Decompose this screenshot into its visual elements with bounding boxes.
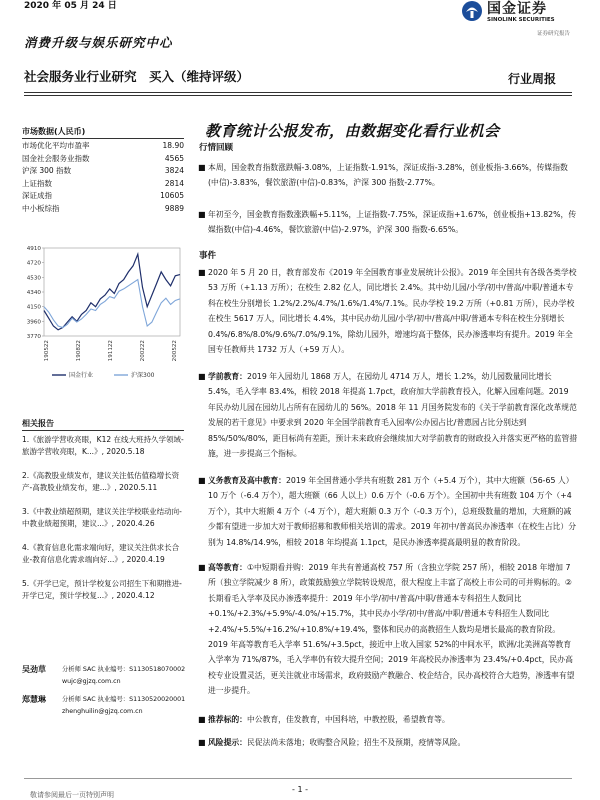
related-report-item[interactable]: 3.《中教业绩超预期，建议关注学校联业结动向-中教业绩超预期，建议...》, 2020.4.26	[22, 507, 182, 528]
bullet-icon: ■	[198, 715, 206, 724]
header-rule-thin	[24, 95, 572, 96]
bullet-icon: ■	[198, 163, 206, 172]
series-line	[44, 280, 180, 328]
x-tick-label: 190822	[76, 340, 82, 362]
higher-ed-paragraph: ■ 高等教育：①中短期看并购：2019 年共有普通高校 757 所（含独立学院 257 所），相较 2018 年增加 7 所（独立学院减少 8 所），政策鼓励独立学院转设规范，很大程度上丰富了高校上市公司的可并购标的。②长期看毛入学率及民办渗透率提升：2019 年小学/初中/普高/中职/普通本专科招生人数同比+0.1%/+2.3%/+5.9%/-4.0%/+15.7%，其中民办小学/初中/普高/中职/普通本专科招生人数同比+2.4%/+5.5%/+16.2%/+10.8%/+19.4%，整体和民办的高教招生人数均是增长最高的教育阶段。2019 年高等教育毛入学率 51.6%/+3.5pct，接近中上收入国家 52%的中间水平，欧洲/北美洲高等教育入学率为 71%/87%，毛入学率仍有较大提升空间；2019 年高校民办渗透率为 23.4%/+0.4pct，民办高校专业设置灵活，更关注就业市场需求，政府鼓励产教融合、校企结合，民办高校符合大趋势，渗透率有望进一步提升。	[208, 560, 578, 699]
analyst-license: 分析师 SAC 执业编号：S1130520020001	[62, 696, 186, 703]
related-reports-heading: 相关报告	[22, 419, 54, 428]
market-row: 沪深 300 指数 3824	[22, 166, 184, 176]
legend-label: 沪深300	[131, 372, 155, 379]
report-type: 行业周报	[508, 72, 557, 86]
research-center: 消费升级与娱乐研究中心	[24, 35, 173, 50]
header-rule-thick	[24, 92, 572, 93]
related-report-item[interactable]: 5.《开学已定，预计学校复公司招生下和期推进-开学已定，预计学校复...》, 2020.4.12	[22, 579, 182, 600]
section-event-heading: 事件	[199, 251, 217, 261]
x-tick-label: 200222	[140, 340, 146, 362]
related-report-item[interactable]: 1.《旅游学营收亮眼，K12 在线大班持久学领域-旅游学营收亮眼，K...》, 2020.5.18	[22, 435, 184, 456]
y-tick-label: 3960	[26, 319, 41, 326]
related-rule	[22, 430, 184, 431]
x-tick-label: 190522	[44, 340, 50, 362]
section-review-heading: 行情回顾	[199, 143, 234, 153]
compulsory-paragraph: ■ 义务教育及高中教育：2019 年全国普通小学共有班数 281 万个（+5.4 万个），其中大班额（56-65 人）10 万个（-6.4 万个），超大班额（66 人以上）0.6 万个（-0.6 万个）。全国初中共有班数 104 万个（+4 万个），其中大班额 4 万个（-4 万个），超大班额 0.3 万个（-0.3 万个），总班级数量的增加，大班额的减少都有望进一步加大对于教师招募和教师相关培训的需求。2019 年初中/普高民办渗透率（在校生占比）分别为 14.8%/14.9%，相较 2018 年均提高 1.1pct，是民办渗透率提高最明显的教育阶段。	[208, 473, 578, 550]
analyst-name: 郑慧琳	[22, 695, 46, 704]
market-row: 中小板综指 9889	[22, 204, 184, 213]
footer-disclaimer: 敬请参阅最后一页特别声明	[30, 791, 114, 799]
brand-logo	[461, 0, 571, 30]
market-rule	[22, 138, 184, 139]
logo-mark-icon	[461, 0, 483, 22]
logo-text-cn: 国金证券	[487, 1, 547, 17]
risk-paragraph: ■ 风险提示：民促法尚未落地；收购整合风险；招生不及预期，疫情等风险。	[208, 735, 578, 750]
footer-rule	[24, 778, 572, 779]
y-tick-label: 4720	[26, 260, 41, 267]
legend-label: 国金行业	[69, 372, 94, 379]
bullet-icon: ■	[198, 476, 206, 485]
event-paragraph: ■ 2020 年 5 月 20 日，教育部发布《2019 年全国教育事业发展统计公报》。2019 年全国共有各级各类学校 53 万所（+1.13 万所）；在校生 2.82 亿人，同比增长 2.4%。其中幼儿园/小学/初中/普高/中职/普通本专科在校生分别增长 1.2%/2.2%/4.7%/1.6%/1.4%/7.1%。民办学校 19.2 万所（+0.81 万所），民办学校在校生 5617 万人，同比增长 4.4%，其中民办幼儿园/小学/初中/普高/中职/普通本专科在校生分别增长 0.4%/6.8%/8.0%/9.6%/7.0%/9.1%，除幼儿园外，增速均高于整体，民办渗透率均有提升。2019 年全国专任教师共 1732 万人（+59 万人）。	[208, 265, 578, 357]
preschool-paragraph: ■ 学前教育：2019 年入园幼儿 1868 万人，在园幼儿 4714 万人，增长 1.2%，幼儿园数量同比增长 5.4%，毛入学率 83.4%，相较 2018 年提高 1.7pct，政府加大学前教育投入，化解入园难问题。2019 年民办幼儿园在园幼儿占所有在园幼儿的 56%。2018 年 11 月国务院发布的《关于学前教育深化改革规范发展的若干意见》中要求到 2020 年全国学前教育毛入园率/公办园占比/普惠园占比分别达到 85%/50%/80%，距目标尚有差距，预计未来政府会继续加大对学前教育的财政投入并落实更严格的监管措施，进一步提高三个指标。	[208, 369, 578, 461]
y-tick-label: 4910	[26, 246, 41, 252]
recommend-paragraph: ■ 推荐标的：中公教育，佳发教育，中国科培，中教控股，希望教育等。	[208, 712, 578, 727]
analyst-card	[22, 694, 197, 734]
market-row: 上证指数 2814	[22, 178, 184, 188]
bullet-icon: ■	[198, 210, 206, 219]
x-tick-label: 200522	[172, 340, 178, 362]
review-paragraph: ■ 年初至今，国金教育指数涨跌幅+5.11%，上证指数-7.75%，深证成指+1.67%，创业板指+13.82%，传媒指数(中信)-4.46%，餐饮旅游(中信)-2.97%，沪深 300 指数-6.65%。	[208, 207, 578, 238]
market-data-heading: 市场数据(人民币)	[22, 127, 86, 136]
related-report-item[interactable]: 2.《高教股业绩发布，建议关注低估值稳增长资产-高教股业绩发布，建...》, 2020.5.11	[22, 471, 180, 492]
market-row: 深证成指 10605	[22, 191, 184, 201]
market-row: 国金社会服务业指数 4565	[22, 153, 184, 163]
y-tick-label: 4150	[26, 304, 41, 311]
report-title: 社会服务业行业研究 买入（维持评级）	[24, 69, 250, 84]
review-paragraph: ■ 本周，国金教育指数涨跌幅-3.08%，上证指数-1.91%，深证成指-3.28%，创业板指-3.66%，传媒指数(中信)-3.83%，餐饮旅游(中信)-0.83%，沪深 300 指数-2.77%。	[208, 160, 578, 191]
page-number: - 1 -	[292, 785, 308, 794]
analyst-email[interactable]: wujc@gjzq.com.cn	[62, 678, 121, 685]
y-tick-label: 3770	[26, 334, 41, 340]
x-tick-label: 191122	[108, 340, 114, 362]
series-line	[44, 254, 180, 330]
analyst-email[interactable]: zhenghuilin@gjzq.com.cn	[62, 708, 143, 715]
related-report-item[interactable]: 4.《教育信息化需求端向好，建议关注供求长合业-教育信息化需求端向好...》, 2020.4.19	[22, 543, 180, 564]
y-tick-label: 4530	[26, 275, 41, 282]
market-row: 市场优化平均市盈率 18.90	[22, 141, 184, 150]
analyst-license: 分析师 SAC 执业编号：S1130518070002	[62, 666, 186, 673]
logo-text-en: SINOLINK SECURITIES	[487, 17, 555, 23]
bullet-icon: ■	[198, 563, 206, 572]
analyst-name: 吴劲草	[22, 665, 46, 674]
bullet-icon: ■	[198, 738, 206, 747]
bullet-icon: ■	[198, 268, 206, 277]
bullet-icon: ■	[198, 372, 206, 381]
report-date: 2020 年 05 月 24 日	[24, 1, 117, 11]
index-line-chart	[18, 240, 188, 405]
y-tick-label: 4340	[26, 290, 41, 296]
main-title: 教育统计公报发布，由数据变化看行业机会	[205, 122, 500, 140]
logo-subtitle: 证券研究报告	[537, 31, 571, 37]
